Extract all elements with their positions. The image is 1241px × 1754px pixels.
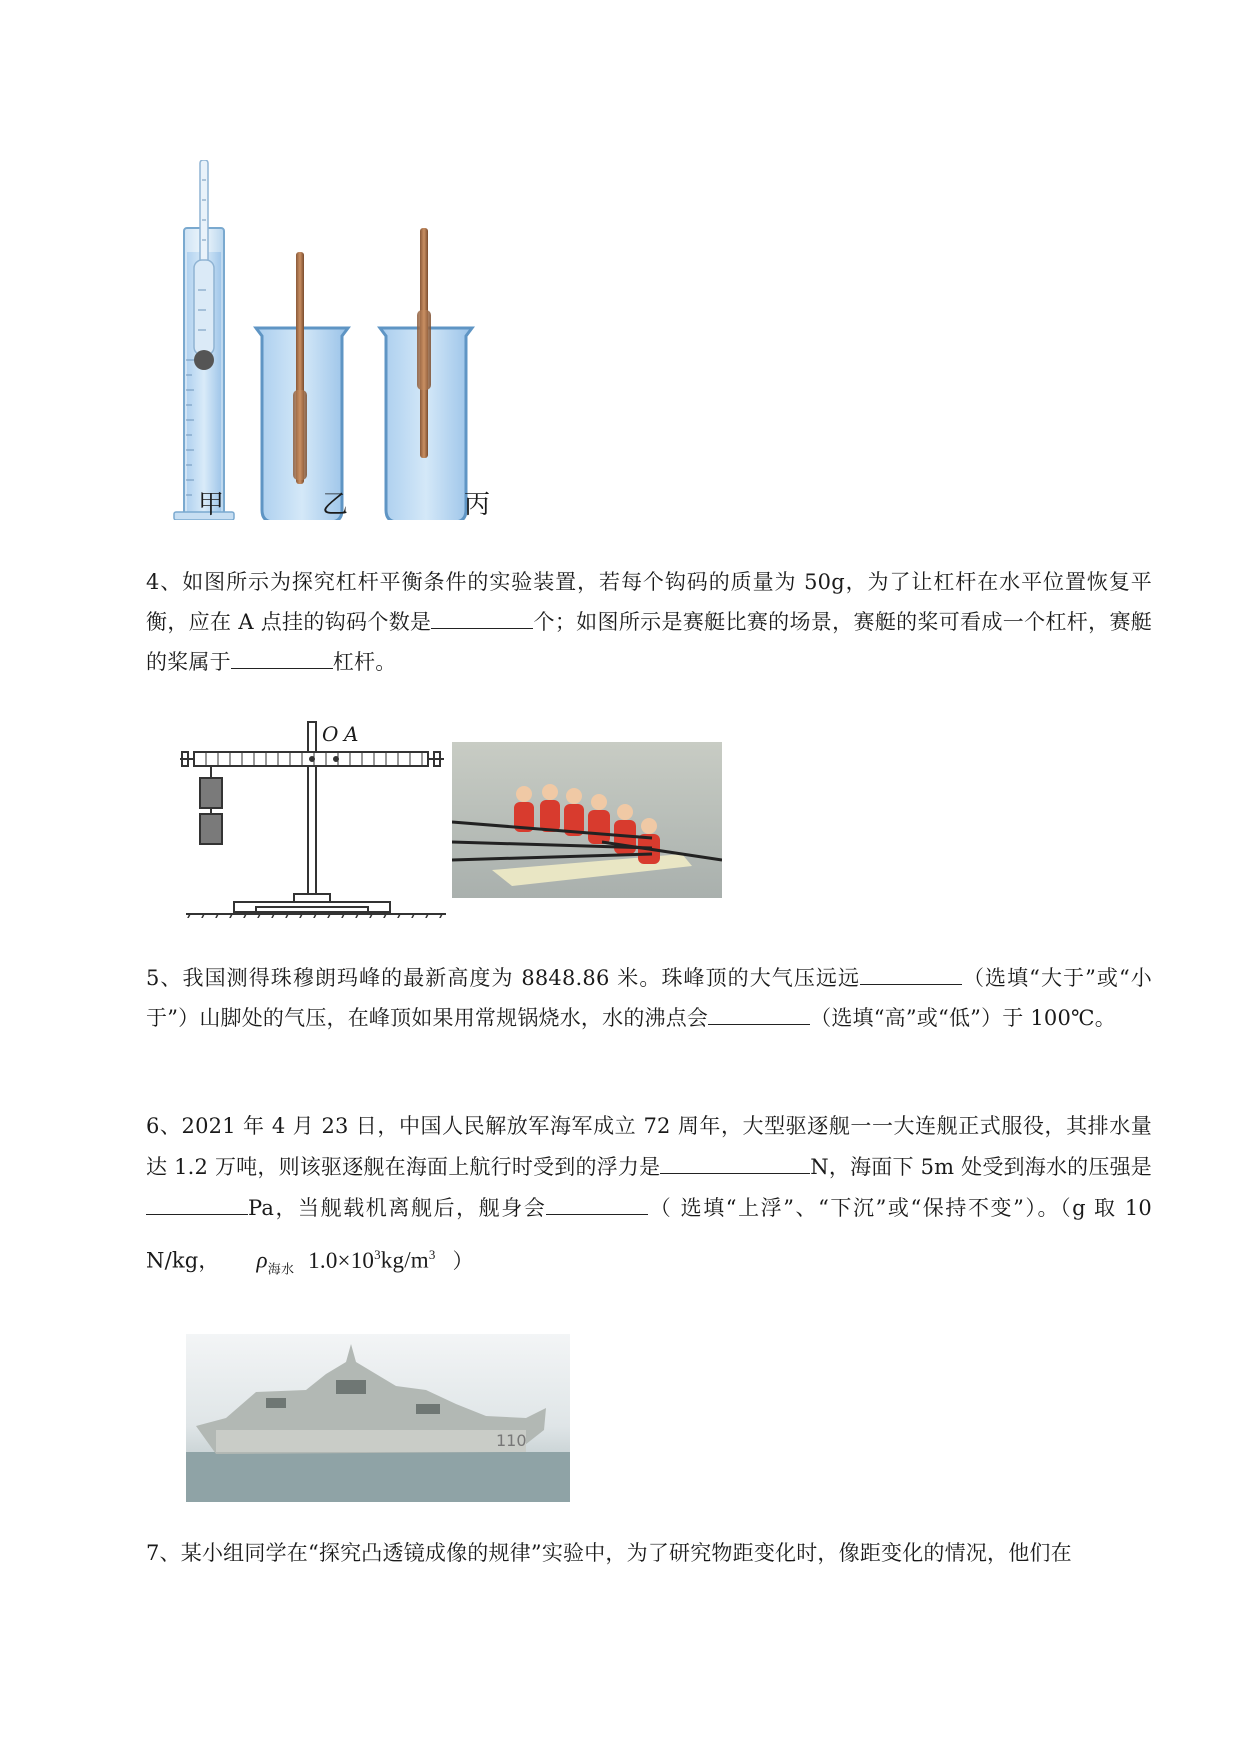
beaker-yi [256,252,348,520]
formula-subscript: 海水 [267,1261,295,1277]
question-text: ） [452,1248,474,1273]
formula-rho: ρ [256,1247,268,1273]
formula-exponent: 3 [374,1247,381,1262]
beaker-bing [380,228,472,520]
question-number: 7、 [146,1541,181,1565]
answer-blank[interactable] [431,606,533,629]
question-4 [146,562,1152,682]
ship-hull-number: 110 [496,1431,527,1450]
figure-lever-apparatus [176,718,451,918]
question-text: 如图所示为探究杠杆平衡条件的实验装置，若每个钩码的质量为 50g，为了让杠杆在水平位置恢复平衡，应在 A 点挂的钩码个数是 [146,570,1152,634]
graduated-cylinder [174,160,234,520]
question-text: （ 选填“上浮”、“下沉”或“保持不变”）。（g 取 10 N/kg， [146,1196,1152,1273]
question-number: 6、 [146,1114,182,1138]
density-formula [257,1229,436,1295]
formula-unit-exponent: 3 [428,1247,436,1262]
question-text: Pa，当舰载机离舰后，舰身会 [248,1196,547,1220]
question-7 [146,1533,1152,1573]
question-6 [146,1106,1152,1295]
question-text: 杠杆。 [332,650,397,674]
figure-label-bing: 丙 [464,490,491,520]
formula-value: 1.0×10 [308,1247,375,1273]
question-text: （选填“大于”或“小于”）山脚处的气压，在峰顶如果用常规锅烧水，水的沸点会 [146,966,1152,1030]
question-5 [146,958,1152,1038]
warship-photo [186,1334,570,1502]
answer-blank[interactable] [708,1002,810,1025]
formula-unit: kg/m [380,1247,429,1273]
answer-blank[interactable] [146,1192,248,1215]
question-text: 某小组同学在“探究凸透镜成像的规律”实验中，为了研究物距变化时，像距变化的情况，他们在 [180,1541,1072,1565]
figure-label-jia: 甲 [198,490,225,520]
lever-label-o: O [322,722,339,746]
question-text: N，海面下 5m 处受到海水的压强是 [810,1155,1152,1179]
figure-densimeter-beakers [170,160,540,520]
lever-label-a: A [344,722,359,746]
question-text: 我国测得珠穆朗玛峰的最新高度为 8848.86 米。珠峰顶的大气压远远 [182,966,861,990]
question-text: 2021 年 4 月 23 日，中国人民解放军海军成立 72 周年，大型驱逐舰一一大连舰正式服役，其排水量达 1.2 万吨，则该驱逐舰在海面上航行时受到的浮力是 [146,1114,1153,1179]
rowing-photo [452,742,722,898]
figure-label-yi: 乙 [322,490,349,520]
question-text: （选填“高”或“低”）于 100℃。 [810,1006,1116,1030]
answer-blank[interactable] [546,1192,648,1215]
answer-blank[interactable] [660,1151,810,1174]
question-number: 5、 [146,966,183,990]
question-number: 4、 [146,570,183,594]
answer-blank[interactable] [231,646,333,669]
question-text: 个；如图所示是赛艇比赛的场景，赛艇的桨可看成一个杠杆，赛艇的桨属于 [146,610,1152,674]
answer-blank[interactable] [860,962,962,985]
